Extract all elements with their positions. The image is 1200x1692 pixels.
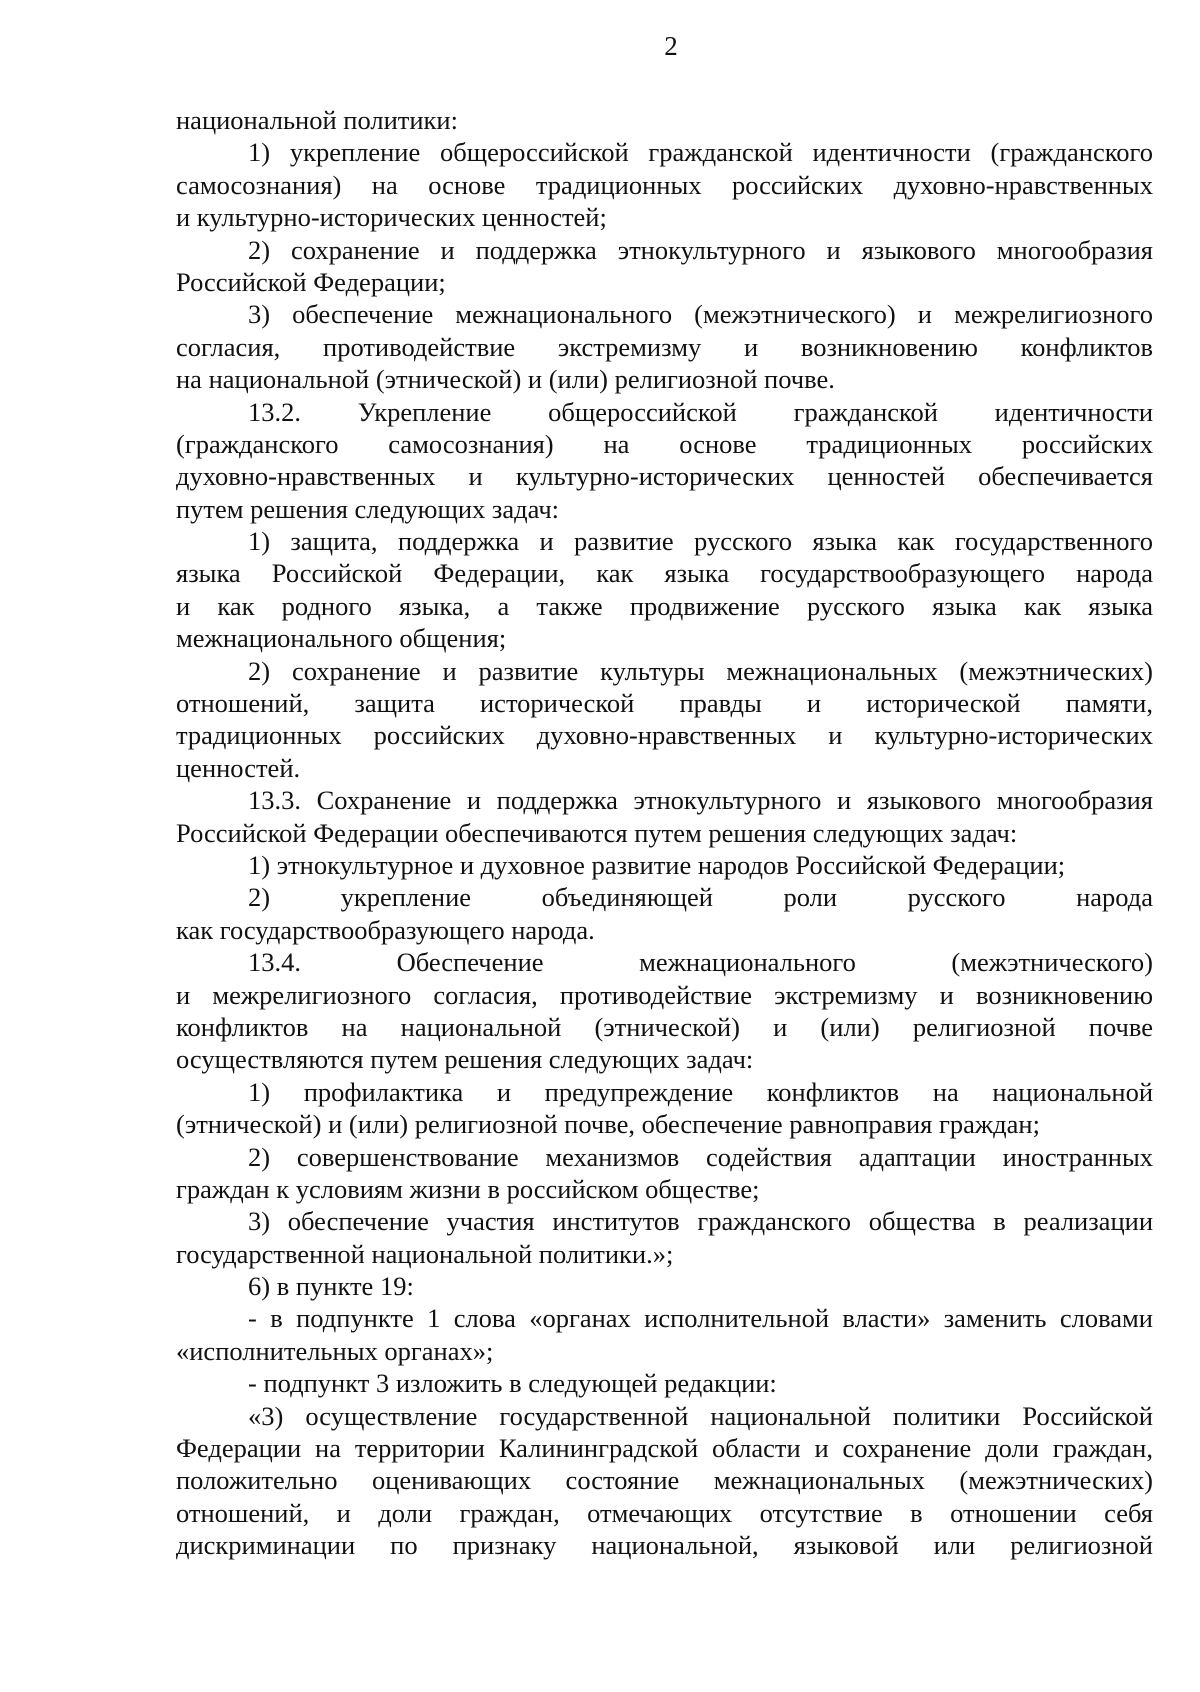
text-line: отношений, защита исторической правды и исторической памяти, [176,688,1153,719]
text-line: 1) этнокультурное и духовное развитие народов Российской Федерации; [248,849,1066,880]
text-line: 1) защита, поддержка и развитие русского языка как государственного [248,526,1153,557]
text-line: согласия, противодействие экстремизму и возникновению конфликтов [176,331,1153,362]
text-line: 13.2. Укрепление общероссийской гражданской идентичности [248,396,1153,427]
text-line: Российской Федерации обеспечиваются путем решения следующих задач: [176,817,1018,848]
text-line: отношений, и доли граждан, отмечающих отсутствие в отношении себя [176,1497,1153,1528]
text-line: на национальной (этнической) и (или) религиозной почве. [176,364,835,395]
text-line: межнационального общения; [176,623,507,654]
text-line: самосознания) на основе традиционных российских духовно-нравственных [176,169,1153,200]
text-line: граждан к условиям жизни в российском обществе; [176,1173,760,1204]
text-line: 1) укрепление общероссийской гражданской идентичности (гражданского [248,137,1153,168]
text-line: дискриминации по признаку национальной, языковой или религиозной [176,1530,1153,1561]
text-line: (этнической) и (или) религиозной почве, обеспечение равноправия граждан; [176,1109,1040,1140]
text-line: конфликтов на национальной (этнической) и (или) религиозной почве [176,1011,1153,1042]
text-line: - подпункт 3 изложить в следующей редакции: [248,1368,777,1399]
text-line: ценностей. [176,752,301,783]
text-line: 2) сохранение и поддержка этнокультурного и языкового многообразия [248,234,1153,265]
text-line: и как родного языка, а также продвижение русского языка как языка [176,590,1153,621]
text-line: путем решения следующих задач: [176,493,560,524]
text-line: Российской Федерации; [176,266,446,297]
text-line: духовно-нравственных и культурно-исторических ценностей обеспечивается [176,461,1153,492]
text-line: национальной политики: [176,105,458,135]
text-line: и культурно-исторических ценностей; [176,202,607,233]
text-line: 13.3. Сохранение и поддержка этнокультурного и языкового многообразия [248,785,1153,816]
text-line: 2) совершенствование механизмов содействия адаптации иностранных [248,1141,1153,1172]
text-line: положительно оценивающих состояние межнациональных (межэтнических) [176,1465,1153,1496]
text-line: 2) сохранение и развитие культуры межнациональных (межэтнических) [248,655,1153,686]
text-line: 2) укрепление объединяющей роли русского народа [248,882,1153,913]
document-text [176,104,1153,1562]
page-number: 2 [664,31,678,61]
text-line: традиционных российских духовно-нравственных и культурно-исторических [176,720,1153,751]
text-line: «исполнительных органах»; [176,1335,494,1366]
text-line: и межрелигиозного согласия, противодействие экстремизму и возникновению [176,979,1153,1010]
text-line: 13.4. Обеспечение межнационального (межэтнического) [248,947,1153,978]
text-line: 3) обеспечение межнационального (межэтнического) и межрелигиозного [248,299,1153,330]
text-line: 6) в пункте 19: [248,1271,414,1302]
text-line: (гражданского самосознания) на основе традиционных российских [176,428,1153,459]
text-line: Федерации на территории Калининградской области и сохранение доли граждан, [176,1433,1153,1464]
text-line: «3) осуществление государственной национальной политики Российской [248,1400,1153,1431]
text-line: государственной национальной политики.»; [176,1238,674,1269]
text-line: языка Российской Федерации, как языка государствообразующего народа [176,558,1153,589]
text-line: - в подпункте 1 слова «органах исполнительной власти» заменить словами [248,1303,1153,1334]
text-line: осуществляются путем решения следующих задач: [176,1044,754,1075]
text-line: 1) профилактика и предупреждение конфликтов на национальной [248,1076,1153,1107]
text-line: как государствообразующего народа. [176,914,595,945]
text-line: 3) обеспечение участия институтов гражданского общества в реализации [248,1206,1153,1237]
